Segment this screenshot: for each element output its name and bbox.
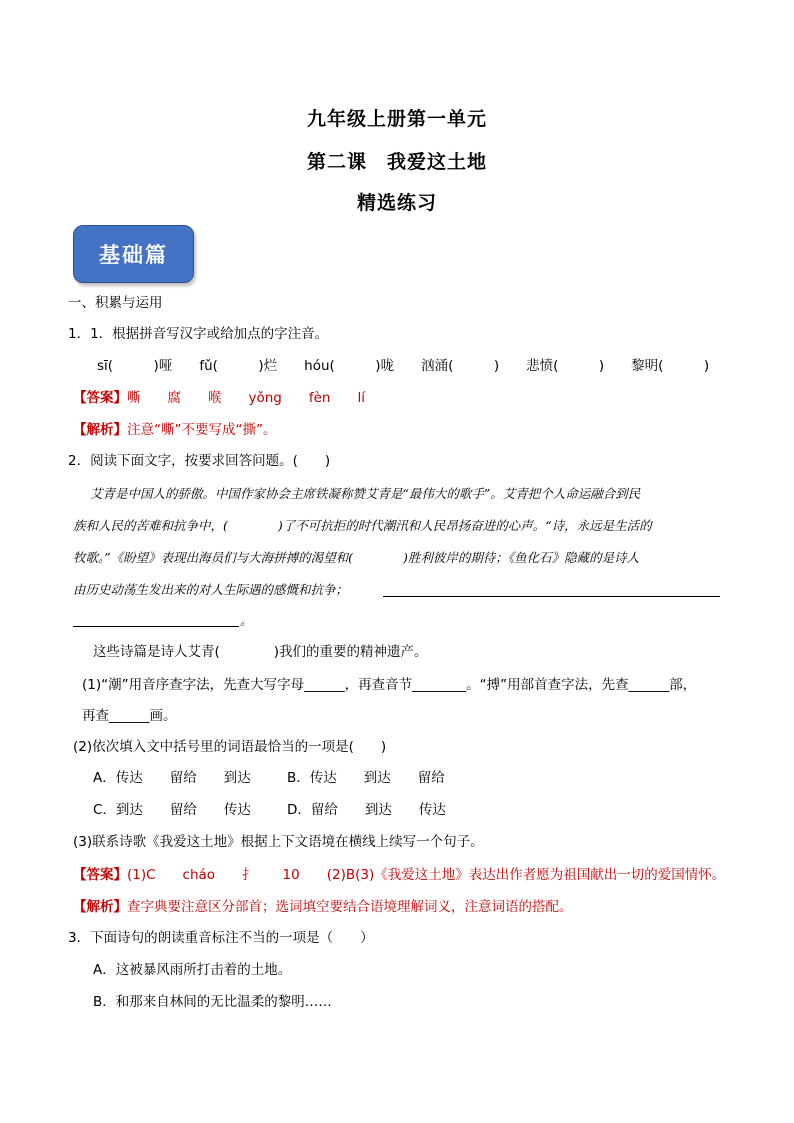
section-heading: 一、积累与运用 xyxy=(68,295,163,311)
q2-stem: 2．阅读下面文字，按要求回答问题。( ) xyxy=(68,453,331,469)
q2-sub3: (3)联系诗歌《我爱这土地》根据上下文语境在横线上续写一个句子。 xyxy=(73,834,484,850)
q2-analysis xyxy=(73,898,573,916)
q3-stem: 3．下面诗句的朗读重音标注不当的一项是（ ） xyxy=(68,930,374,946)
q2-analysis-text: 查字典要注意区分部首；选词填空要结合语境理解词义，注意词语的搭配。 xyxy=(127,899,573,915)
passage-end: 。 xyxy=(240,613,253,628)
q2-option-c: C．到达 留给 传达 xyxy=(93,802,251,818)
q2-sub2: (2)依次填入文中括号里的词语最恰当的一项是( ) xyxy=(73,739,387,755)
passage-tail: 这些诗篇是诗人艾青( )我们的重要的精神遗产。 xyxy=(93,644,428,660)
answer-tag: 【答案】 xyxy=(73,867,127,883)
q1-answer xyxy=(73,389,365,407)
fill-in-line-2[interactable] xyxy=(73,626,239,627)
q1-analysis xyxy=(73,421,276,439)
q2-option-a: A．传达 留给 到达 xyxy=(93,770,251,786)
title-practice: 精选练习 xyxy=(356,192,437,214)
basics-badge xyxy=(73,225,194,283)
passage-line-4: 由历史动荡生发出来的对人生际遇的感慨和抗争； xyxy=(73,582,349,597)
q2-answer xyxy=(73,866,725,884)
q2-answer-text: (1)C cháo 扌 10 (2)B(3)《我爱这土地》表达出作者愿为祖国献出一切的爱国情怀。 xyxy=(127,867,726,883)
title-grade-unit: 九年级上册第一单元 xyxy=(306,108,487,130)
analysis-tag: 【解析】 xyxy=(73,899,127,915)
q2-option-d: D．留给 到达 传达 xyxy=(287,802,446,818)
q1-stem: 1．1．根据拼音写汉字或给加点的字注音。 xyxy=(68,326,329,342)
analysis-tag: 【解析】 xyxy=(73,422,127,438)
passage-line-2: 族和人民的苦难和抗争中，( )了不可抗拒的时代潮汛和人民昂扬奋进的心声。“诗，永远是生活的 xyxy=(73,518,652,533)
q2-option-b: B．传达 到达 留给 xyxy=(287,770,445,786)
q3-option-a: A．这被暴风雨所打击着的土地。 xyxy=(93,962,292,978)
title-lesson: 第二课 我爱这土地 xyxy=(306,151,487,173)
q2-sub1-b: 再查______画。 xyxy=(82,708,177,724)
q3-option-b: B．和那来自林间的无比温柔的黎明…… xyxy=(93,994,332,1010)
q1-answer-text: 嘶 腐 喉 yǒng fèn lí xyxy=(127,390,365,406)
q1-analysis-text: 注意“嘶”不要写成“撕”。 xyxy=(127,422,277,438)
basics-badge-label: 基础篇 xyxy=(99,242,168,267)
q1-items: sī( )哑 fǔ( )烂 hóu( )咙 汹涌( ) 悲愤( ) 黎明( ) xyxy=(97,358,710,374)
fill-in-line-1[interactable] xyxy=(383,596,720,597)
q2-sub1-a: (1)“潮”用音序查字法，先查大写字母______，再查音节________。“搏”用部首查字法，先查______部， xyxy=(82,677,697,693)
passage-line-1: 艾青是中国人的骄傲。中国作家协会主席铁凝称赞艾青是“最伟大的歌手”。艾青把个人命运融合到民 xyxy=(90,486,641,501)
answer-tag: 【答案】 xyxy=(73,390,127,406)
passage-line-3: 牧歌。”《盼望》表现出海员们与大海拼搏的渴望和( )胜利彼岸的期待；《鱼化石》隐藏的是诗人 xyxy=(73,550,640,565)
